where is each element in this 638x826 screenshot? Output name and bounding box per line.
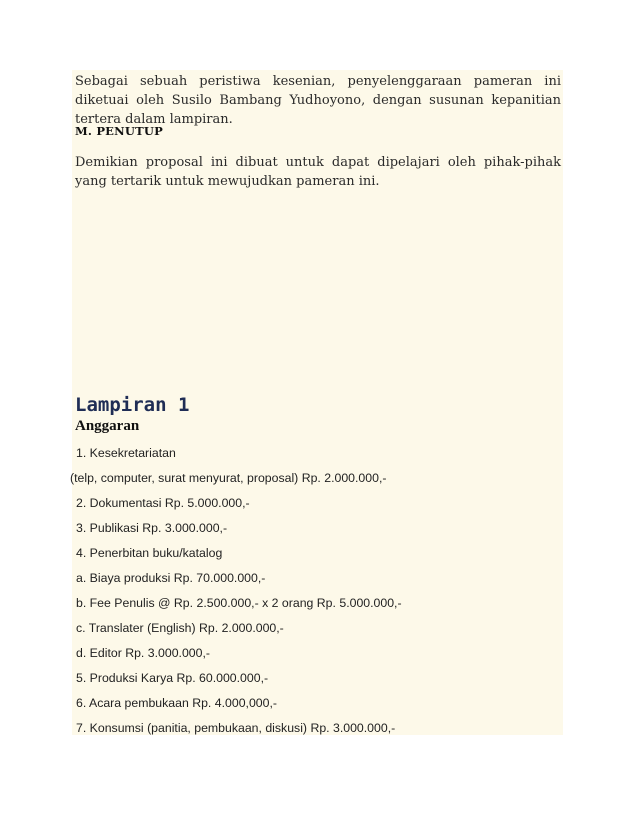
- budget-item: 2. Dokumentasi Rp. 5.000.000,-: [76, 496, 250, 510]
- lampiran-title: Lampiran 1: [75, 394, 190, 416]
- section-heading-penutup: M. PENUTUP: [75, 124, 163, 138]
- paragraph-penutup: Demikian proposal ini dibuat untuk dapat dipelajari oleh pihak-pihak yang tertarik untuk mewujudkan pameran ini.: [75, 155, 561, 189]
- paragraph-penyelenggara: Sebagai sebuah peristiwa kesenian, penyelenggaraan pameran ini diketuai oleh Susilo Bambang Yudhoyono, dengan susunan kepanitian tertera dalam lampiran.: [75, 74, 561, 127]
- anggaran-heading: Anggaran: [75, 418, 140, 434]
- budget-item: 5. Produksi Karya Rp. 60.000.000,-: [76, 671, 269, 685]
- budget-item: (telp, computer, surat menyurat, proposal) Rp. 2.000.000,-: [70, 471, 387, 485]
- budget-item: 6. Acara pembukaan Rp. 4.000,000,-: [76, 696, 277, 710]
- budget-item: 1. Kesekretariatan: [76, 446, 176, 460]
- budget-item: d. Editor Rp. 3.000.000,-: [76, 646, 210, 660]
- budget-item: b. Fee Penulis @ Rp. 2.500.000,- x 2 orang Rp. 5.000.000,-: [76, 596, 402, 610]
- budget-item: 4. Penerbitan buku/katalog: [76, 546, 223, 560]
- budget-item: a. Biaya produksi Rp. 70.000.000,-: [76, 571, 266, 585]
- budget-item: 3. Publikasi Rp. 3.000.000,-: [76, 521, 228, 535]
- budget-item: 7. Konsumsi (panitia, pembukaan, diskusi) Rp. 3.000.000,-: [76, 721, 396, 735]
- budget-item: c. Translater (English) Rp. 2.000.000,-: [76, 621, 284, 635]
